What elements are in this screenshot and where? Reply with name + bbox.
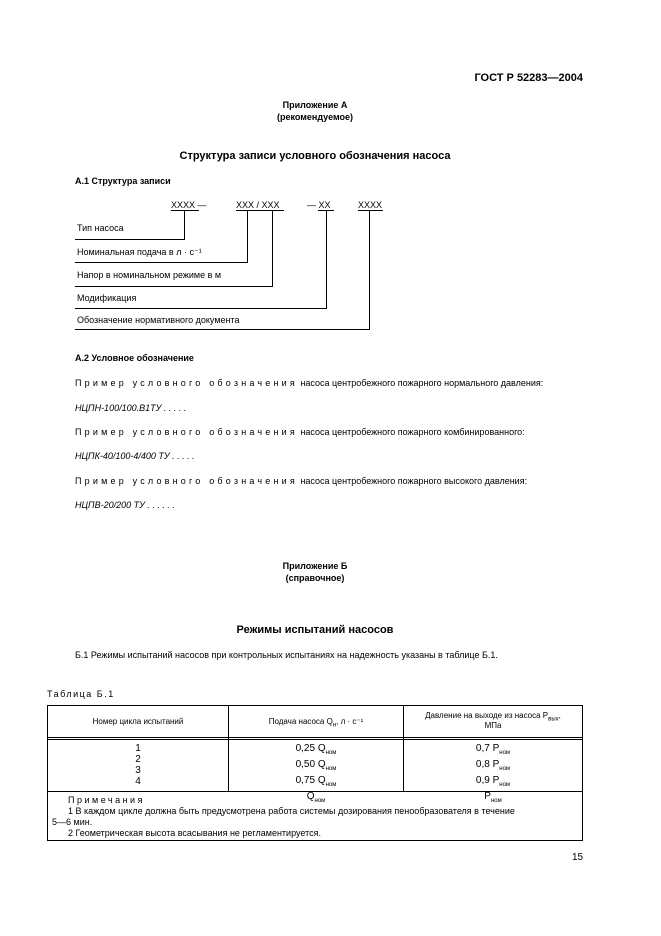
example-3-label: Пример условного обозначения: [75, 476, 298, 486]
connector-type: [184, 211, 185, 240]
table-row-3-pressure: [404, 775, 582, 791]
line-nominal-flow: [75, 262, 248, 263]
table-row-1-flow-sub: ном: [325, 750, 337, 756]
label-head: Напор в номинальном режиме в м: [77, 270, 222, 280]
example-1: [75, 378, 543, 388]
table-row-1-flow-value: 0,25 Q: [295, 743, 326, 754]
table-header-flow-sub: н: [332, 722, 337, 729]
table-row-2-pressure: [404, 759, 582, 775]
table-row-2-pressure-value: 0,8 P: [475, 759, 500, 770]
table-col-pressure-values: [404, 743, 582, 807]
table-note-1-line-1: 1 В каждом цикле должна быть предусмотрена работа системы дозирования пенообразователя в течение: [68, 806, 515, 816]
example-3: [75, 476, 527, 486]
table-row-4-pressure-value: P: [484, 791, 491, 802]
table-note-2: 2 Геометрическая высота всасывания не регламентируется.: [68, 828, 321, 838]
table-header-flow-main: Подача насоса Q: [268, 717, 333, 726]
table-row-2-flow-value: 0,50 Q: [295, 759, 326, 770]
test-modes-table: [47, 705, 583, 841]
appendix-b-heading: Режимы испытаний насосов: [236, 624, 394, 636]
table-row-2-num: 2: [135, 754, 141, 765]
code-underline-1: [171, 210, 199, 211]
example-2-label: Пример условного обозначения: [75, 427, 298, 437]
label-standard-doc: Обозначение нормативного документа: [77, 315, 240, 325]
table-row-1-num: 1: [135, 743, 141, 754]
example-1-text: насоса центробежного пожарного нормального давления:: [297, 378, 544, 388]
connector-head: [272, 211, 273, 287]
table-header-cycle: Номер цикла испытаний: [92, 717, 184, 726]
appendix-a-title: Приложение А: [282, 100, 348, 110]
connector-standard: [369, 211, 370, 330]
table-header-pressure-unit: МПа: [484, 721, 502, 730]
table-row-4-num: 4: [135, 776, 141, 787]
table-header-flow-unit: , л · с⁻¹: [336, 717, 364, 726]
example-1-label: Пример условного обозначения: [75, 378, 298, 388]
table-row-3-num: 3: [135, 765, 141, 776]
code-underline-4: [358, 210, 383, 211]
code-part-flow-head: XXX / XXX: [236, 200, 280, 210]
code-underline-2: [236, 210, 284, 211]
table-header-flow: [229, 717, 403, 729]
appendix-a-status: (рекомендуемое): [277, 112, 353, 122]
table-notes-title: Примечания: [68, 795, 145, 805]
section-a1-title: А.1 Структура записи: [75, 176, 171, 186]
table-header-border: [48, 737, 582, 738]
table-row-3-pressure-value: 0,9 P: [475, 775, 500, 786]
example-3-text: насоса центробежного пожарного высокого давления:: [297, 476, 528, 486]
table-row-4-pressure-sub: ном: [490, 798, 502, 804]
label-nominal-flow: Номинальная подача в л · с⁻¹: [77, 247, 202, 257]
table-header-pressure-line1: Давление на выходе из насоса P: [425, 711, 549, 720]
label-modification: Модификация: [77, 293, 137, 303]
table-row-3-pressure-sub: ном: [499, 782, 511, 788]
table-caption: Таблица Б.1: [47, 689, 115, 699]
line-standard-doc: [75, 329, 370, 330]
table-row-1-pressure: [404, 743, 582, 759]
example-2-code: НЦПК-40/100-4/400 ТУ . . . . .: [75, 451, 195, 461]
table-row-4-flow-value: Q: [306, 791, 315, 802]
table-header-border-2: [48, 739, 582, 740]
line-pump-type: [75, 239, 185, 240]
table-row-3-flow-sub: ном: [325, 782, 337, 788]
appendix-b-title: Приложение Б: [282, 561, 348, 571]
table-row-2-pressure-sub: ном: [499, 766, 511, 772]
appendix-b-status: (справочное): [285, 573, 345, 583]
code-part-modification: — XX: [307, 200, 331, 210]
appendix-a-heading: Структура записи условного обозначения насоса: [179, 150, 451, 162]
code-part-type: XXXX —: [171, 200, 207, 210]
table-row-1-flow: [229, 743, 403, 759]
code-part-standard: XXXX: [358, 200, 383, 210]
example-2: [75, 427, 525, 437]
page-number: 15: [572, 852, 584, 863]
connector-modification: [326, 211, 327, 309]
line-modification: [75, 308, 327, 309]
standard-number: ГОСТ Р 52283—2004: [474, 72, 583, 84]
example-3-code: НЦПВ-20/200 ТУ . . . . . .: [75, 500, 175, 510]
table-header-pressure-sub: вых: [548, 716, 559, 723]
table-row-4-flow-sub: ном: [314, 798, 326, 804]
appendix-b-paragraph: Б.1 Режимы испытаний насосов при контрольных испытаниях на надежность указаны в таблице Б.1.: [75, 650, 498, 660]
table-col-cycle-values: [48, 743, 228, 787]
line-head: [75, 286, 273, 287]
table-header-pressure: Давление на выходе из насоса $P_{вых}$,: [425, 711, 561, 723]
connector-flow: [247, 211, 248, 263]
label-pump-type: Тип насоса: [77, 223, 124, 233]
section-a2-title: А.2 Условное обозначение: [75, 353, 194, 363]
table-row-1-pressure-sub: ном: [499, 750, 511, 756]
table-row-3-flow: [229, 775, 403, 791]
table-row-2-flow-sub: ном: [325, 766, 337, 772]
table-note-1-line-2: 5—6 мин.: [52, 817, 93, 827]
example-1-code: НЦПН-100/100.В1ТУ . . . . .: [75, 403, 187, 413]
table-row-3-flow-value: 0,75 Q: [295, 775, 326, 786]
table-row-2-flow: [229, 759, 403, 775]
table-col-flow-values: [229, 743, 403, 807]
example-2-text: насоса центробежного пожарного комбинированного:: [297, 427, 525, 437]
table-row-1-pressure-value: 0,7 P: [475, 743, 500, 754]
table-row-4-flow: [229, 791, 403, 807]
table-row-4-pressure: [404, 791, 582, 807]
